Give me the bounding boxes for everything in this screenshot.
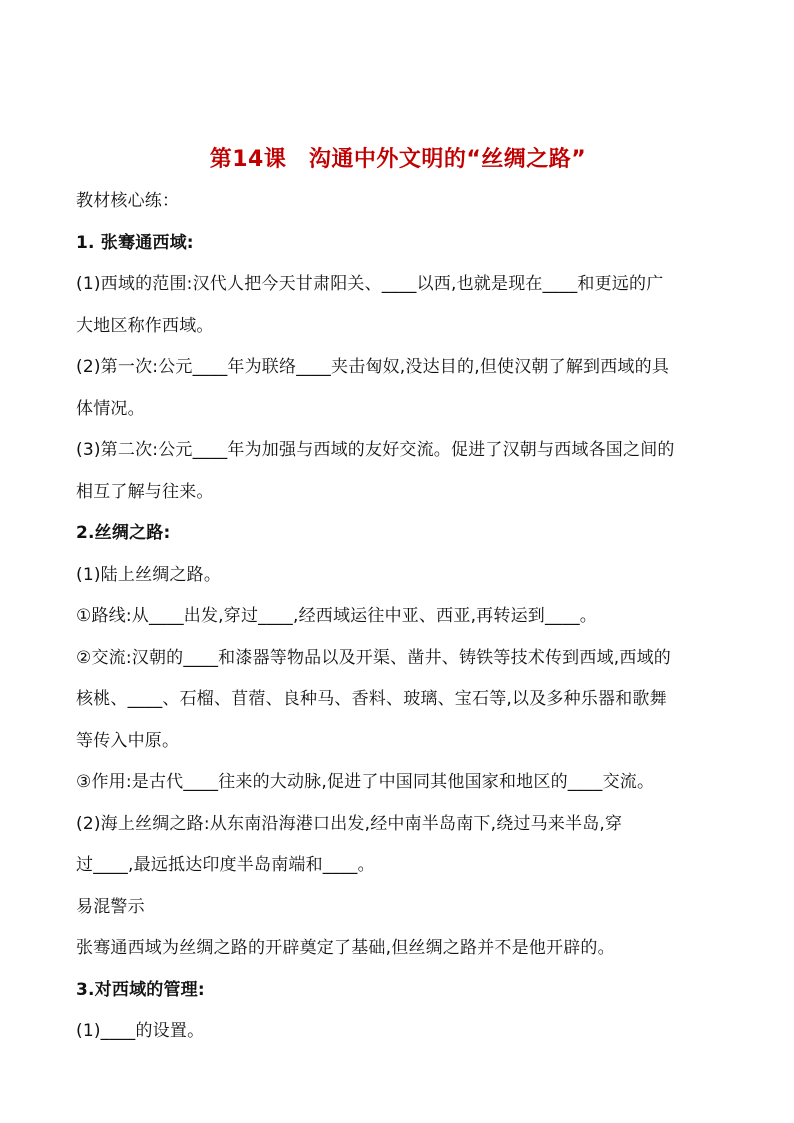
text-line: ①路线:从____出发,穿过____,经西域运往中亚、西亚,再转运到____。 — [76, 606, 597, 626]
text-line: (2)第一次:公元____年为联络____夹击匈奴,没达目的,但使汉朝了解到西域的具 — [76, 357, 670, 377]
text-line: ③作用:是古代____往来的大动脉,促进了中国同其他国家和地区的____交流。 — [76, 772, 655, 792]
text-line: (2)海上丝绸之路:从东南沿海港口出发,经中南半岛南下,绕过马来半岛,穿 — [76, 813, 623, 834]
section-heading: 2.丝绸之路: — [76, 523, 171, 543]
page-title: 第14课 沟通中外文明的“丝绸之路” — [209, 147, 587, 172]
text-line: 等传入中原。 — [76, 730, 180, 751]
text-line: ②交流:汉朝的____和漆器等物品以及开渠、凿井、铸铁等技术传到西域,西域的 — [76, 647, 671, 668]
text-line: 张骞通西域为丝绸之路的开辟奠定了基础,但丝绸之路并不是他开辟的。 — [76, 938, 615, 958]
text-line: 过____,最远抵达印度半岛南端和____。 — [76, 855, 375, 875]
text-line: 大地区称作西域。 — [76, 315, 214, 336]
text-line: 教材核心练： — [76, 191, 180, 211]
text-line: (1)陆上丝绸之路。 — [76, 564, 222, 585]
text-line: (1)____的设置。 — [76, 1021, 205, 1041]
section-heading: 1. 张骞通西域: — [76, 232, 194, 253]
text-line: (3)第二次:公元____年为加强与西域的友好交流。促进了汉朝与西域各国之间的 — [76, 440, 675, 460]
section-heading: 3.对西域的管理: — [76, 979, 205, 1000]
text-line: 体情况。 — [76, 398, 145, 419]
text-line: 易混警示 — [76, 896, 145, 917]
text-line: 核桃、____、石榴、苜蓿、良种马、香料、玻璃、宝石等,以及多种乐器和歌舞 — [76, 689, 667, 709]
text-line: 相互了解与往来。 — [76, 481, 214, 502]
text-line: (1)西域的范围:汉代人把今天甘肃阳关、____以西,也就是现在____和更远的广 — [76, 274, 664, 294]
document-body — [76, 181, 720, 1053]
